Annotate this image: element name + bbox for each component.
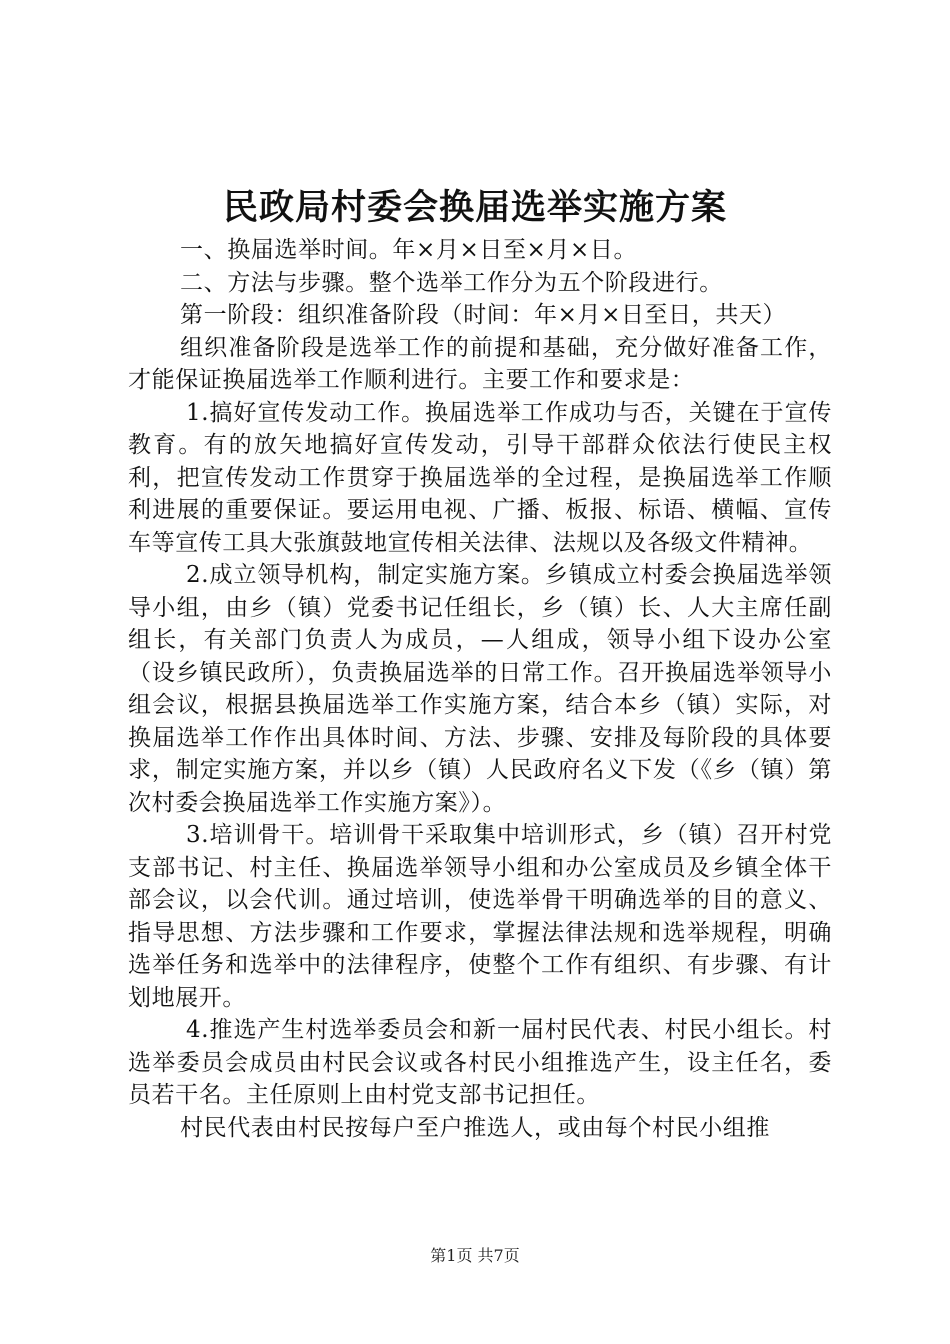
paragraph-item-3-training: 3.培训骨干。培训骨干采取集中培训形式，乡（镇）召开村党支部书记、村主任、换届选举领导小组和办公室成员及乡镇全体干部会议，以会代训。通过培训，使选举骨干明确选举的目的意义、指导思想、方法步骤和工作要求，掌握法律法规和选举规程，明确选举任务和选举中的法律程序，使整个工作有组织、有步骤、有计划地展开。 — [128, 822, 832, 1011]
page-number-footer: 第1页 共7页 — [430, 1246, 520, 1265]
paragraph-villager-representatives: 村民代表由村民按每户至户推选人，或由每个村民小组推 — [180, 1114, 770, 1141]
paragraph-item-4-committee: 4.推选产生村选举委员会和新一届村民代表、村民小组长。村选举委员会成员由村民会议或各村民小组推选产生，设主任名，委员若干名。主任原则上由村党支部书记担任。 — [128, 1017, 832, 1108]
document-body — [128, 234, 832, 1144]
paragraph-election-time: 一、换届选举时间。年×月×日至×月×日。 — [180, 237, 638, 263]
paragraph-methods-steps: 二、方法与步骤。整个选举工作分为五个阶段进行。 — [180, 269, 723, 296]
document-title: 民政局村委会换届选举实施方案 — [222, 187, 727, 228]
paragraph-item-1-publicity: 1.搞好宣传发动工作。换届选举工作成功与否，关键在于宣传教育。有的放矢地搞好宣传发动，引导干部群众依法行使民主权利，把宣传发动工作贯穿于换届选举的全过程，是换届选举工作顺利进展的重要保证。要运用电视、广播、板报、标语、横幅、宣传车等宣传工具大张旗鼓地宣传相关法律、法规以及各级文件精神。 — [128, 399, 832, 556]
paragraph-stage-one-heading: 第一阶段：组织准备阶段（时间：年×月×日至日，共天） — [180, 302, 787, 328]
paragraph-stage-one-intro: 组织准备阶段是选举工作的前提和基础，充分做好准备工作，才能保证换届选举工作顺利进行。主要工作和要求是： — [128, 334, 832, 393]
paragraph-item-2-leadership: 2.成立领导机构，制定实施方案。乡镇成立村委会换届选举领导小组，由乡（镇）党委书记任组长，乡（镇）长、人大主席任副组长，有关部门负责人为成员，—人组成，领导小组下设办公室（设乡镇民政所），负责换届选举的日常工作。召开换届选举领导小组会议，根据县换届选举工作实施方案，结合本乡（镇）实际，对换届选举工作作出具体时间、方法、步骤、安排及每阶段的具体要求，制定实施方案，并以乡（镇）人民政府名义下发（《乡（镇）第次村委会换届选举工作实施方案》）。 — [128, 562, 832, 816]
